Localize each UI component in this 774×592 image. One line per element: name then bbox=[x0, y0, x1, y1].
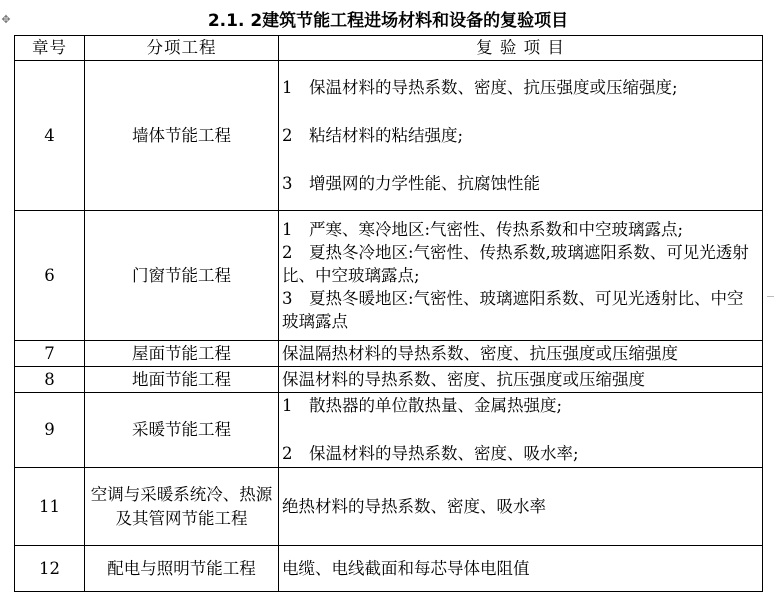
items-cell bbox=[279, 393, 763, 468]
item-line: 1 严寒、寒冷地区:气密性、传热系数和中空玻璃露点; bbox=[282, 220, 684, 239]
item-line: 3 增强网的力学性能、抗腐蚀性能 bbox=[282, 173, 540, 193]
category-cell: 地面节能工程 bbox=[85, 367, 279, 393]
table-row bbox=[15, 367, 763, 393]
retest-items-table bbox=[14, 35, 763, 592]
chapter-cell: 4 bbox=[15, 61, 85, 211]
item-line: 1 散热器的单位散热量、金属热强度; bbox=[282, 396, 563, 415]
items-cell bbox=[279, 211, 763, 341]
item-line: 保温材料的导热系数、密度、抗压强度或压缩强度 bbox=[282, 369, 645, 389]
category-cell: 门窗节能工程 bbox=[85, 211, 279, 341]
chapter-cell: 7 bbox=[15, 341, 85, 367]
chapter-cell: 6 bbox=[15, 211, 85, 341]
table-row bbox=[15, 211, 763, 341]
items-cell bbox=[279, 61, 763, 211]
chapter-cell: 9 bbox=[15, 393, 85, 468]
category-cell: 空调与采暖系统冷、热源及其管网节能工程 bbox=[85, 468, 279, 546]
chapter-cell: 12 bbox=[15, 546, 85, 592]
item-line: 2 粘结材料的粘结强度; bbox=[282, 125, 464, 145]
item-line: 电缆、电线截面和每芯导体电阻值 bbox=[282, 558, 530, 578]
table-header-row bbox=[15, 36, 763, 61]
item-line: 保温隔热材料的导热系数、密度、抗压强度或压缩强度 bbox=[282, 343, 678, 363]
category-cell: 采暖节能工程 bbox=[85, 393, 279, 468]
item-line: 1 保温材料的导热系数、密度、抗压强度或压缩强度; bbox=[282, 77, 678, 97]
category-cell: 屋面节能工程 bbox=[85, 341, 279, 367]
table-row bbox=[15, 61, 763, 211]
table-row bbox=[15, 468, 763, 546]
category-cell: 配电与照明节能工程 bbox=[85, 546, 279, 592]
document-title: 2.1. 2建筑节能工程进场材料和设备的复验项目 bbox=[207, 11, 569, 31]
items-cell bbox=[279, 367, 763, 393]
table-row bbox=[15, 341, 763, 367]
header-items: 复 验 项 目 bbox=[279, 36, 763, 61]
item-line: 绝热材料的导热系数、密度、吸水率 bbox=[282, 496, 546, 516]
table-move-handle-icon[interactable]: ✥ bbox=[1, 13, 11, 26]
item-line: 2 夏热冬冷地区:气密性、传热系数,玻璃遮阳系数、可见光透射比、中空玻璃露点; bbox=[282, 243, 749, 285]
category-cell: 墙体节能工程 bbox=[85, 61, 279, 211]
header-category: 分项工程 bbox=[85, 36, 279, 61]
header-chapter: 章号 bbox=[15, 36, 85, 61]
chapter-cell: 11 bbox=[15, 468, 85, 546]
item-line: 2 保温材料的导热系数、密度、吸水率; bbox=[282, 444, 579, 463]
items-cell bbox=[279, 546, 763, 592]
items-cell bbox=[279, 341, 763, 367]
page-edge-marker bbox=[767, 296, 774, 297]
table-row bbox=[15, 393, 763, 468]
chapter-cell: 8 bbox=[15, 367, 85, 393]
table-row bbox=[15, 546, 763, 592]
item-line: 3 夏热冬暖地区:气密性、玻璃遮阳系数、可见光透射比、中空玻璃露点 bbox=[282, 289, 744, 331]
items-cell bbox=[279, 468, 763, 546]
